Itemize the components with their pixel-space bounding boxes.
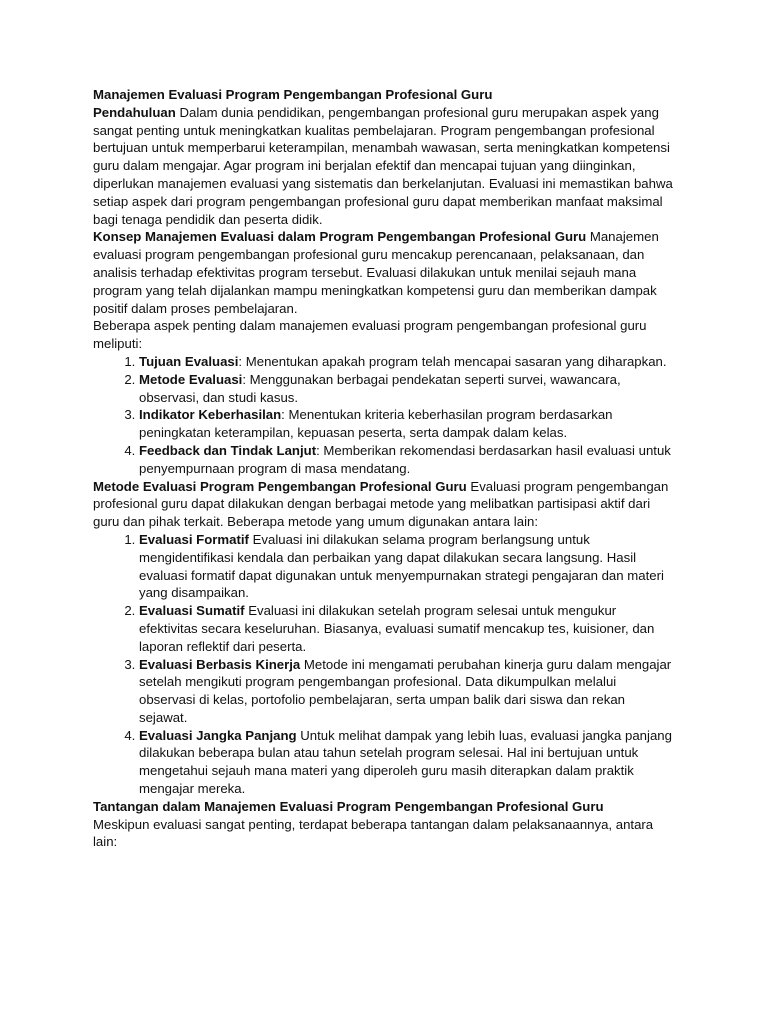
list-item-term: Evaluasi Berbasis Kinerja: [139, 656, 301, 672]
list-item-term: Feedback dan Tindak Lanjut: [139, 442, 317, 458]
list-item-desc: Untuk melihat dampak yang lebih luas, evaluasi jangka panjang dilakukan beberapa bulan atau tahun setelah program selesai. Hal ini bertujuan untuk mengetahui sejauh mana materi yang diperoleh guru masih diterapkan dalam praktik mengajar mereka.: [139, 727, 672, 797]
list-item-term: Evaluasi Sumatif: [139, 603, 245, 619]
list-item: [139, 727, 676, 798]
list-item-term: Metode Evaluasi: [139, 371, 243, 387]
list-item: [139, 406, 676, 442]
list-item: [139, 371, 676, 407]
list-item-term: Evaluasi Formatif: [139, 531, 249, 547]
list-item-desc: Evaluasi ini dilakukan selama program berlangsung untuk mengidentifikasi kendala dan perbaikan yang dapat dilakukan secara langsung. Hasil evaluasi formatif dapat digunakan untuk menyempurnakan strategi pengajaran dan materi yang disampaikan.: [139, 531, 664, 601]
list-item-desc: : Menggunakan berbagai pendekatan seperti survei, wawancara, observasi, dan studi kasus.: [139, 371, 621, 405]
list-item-desc: : Menentukan apakah program telah mencapai sasaran yang diharapkan.: [238, 353, 667, 369]
konsep-heading: Konsep Manajemen Evaluasi dalam Program Pengembangan Profesional Guru: [93, 229, 587, 245]
intro-paragraph: [93, 104, 676, 229]
tantangan-text: Meskipun evaluasi sangat penting, terdapat beberapa tantangan dalam pelaksanaannya, antara lain:: [93, 816, 654, 850]
list-item-desc: Metode ini mengamati perubahan kinerja guru dalam mengajar setelah mengikuti program pengembangan profesional. Data dikumpulkan melalui observasi di kelas, portofolio pembelajaran, serta umpan balik dari siswa dan rekan sejawat.: [139, 656, 672, 725]
intro-heading: Pendahuluan: [93, 104, 176, 120]
list-item: [139, 656, 676, 727]
document-page: [93, 86, 676, 851]
list-item-term: Evaluasi Jangka Panjang: [139, 727, 297, 743]
list-item: [139, 531, 676, 602]
metode-heading: Metode Evaluasi Program Pengembangan Profesional Guru: [93, 478, 467, 494]
konsep-text: Manajemen evaluasi program pengembangan profesional guru mencakup perencanaan, pelaksanaan, dan analisis terhadap efektivitas program tersebut. Evaluasi dilakukan untuk menilai sejauh mana program yang telah dijalankan mampu meningkatkan kompetensi guru dan memberikan dampak positif dalam proses pembelajaran.: [93, 229, 659, 316]
metode-list: [93, 531, 676, 798]
intro-text: Dalam dunia pendidikan, pengembangan profesional guru merupakan aspek yang sangat penting untuk meningkatkan kualitas pembelajaran. Program pengembangan profesional bertujuan untuk memperbarui keterampilan, menambah wawasan, serta meningkatkan kompetensi guru dalam mengajar. Agar program ini berjalan efektif dan mencapai tujuan yang diinginkan, diperlukan manajemen evaluasi yang sistematis dan berkelanjutan. Evaluasi ini memastikan bahwa setiap aspek dari program pengembangan profesional guru dapat memberikan manfaat maksimal bagi tenaga pendidik dan peserta didik.: [93, 104, 673, 227]
konsep-lead: Beberapa aspek penting dalam manajemen evaluasi program pengembangan profesional guru meliputi:: [93, 318, 647, 352]
metode-text: Evaluasi program pengembangan profesional guru dapat dilakukan dengan berbagai metode yang melibatkan partisipasi aktif dari guru dan pihak terkait. Beberapa metode yang umum digunakan antara lain:: [93, 478, 669, 530]
list-item-desc: : Memberikan rekomendasi berdasarkan hasil evaluasi untuk penyempurnaan program di masa mendatang.: [139, 442, 671, 476]
list-item: [139, 442, 676, 478]
list-item-term: Tujuan Evaluasi: [139, 353, 239, 369]
konsep-list: [93, 353, 676, 478]
list-item: [139, 353, 676, 371]
list-item-desc: Evaluasi ini dilakukan setelah program selesai untuk mengukur efektivitas secara keseluruhan. Biasanya, evaluasi sumatif mencakup tes, kuisioner, dan laporan reflektif dari peserta.: [139, 603, 655, 654]
document-title: Manajemen Evaluasi Program Pengembangan Profesional Guru: [93, 87, 493, 102]
list-item-term: Indikator Keberhasilan: [139, 407, 282, 423]
metode-paragraph: [93, 478, 676, 531]
list-item: [139, 602, 676, 655]
tantangan-heading: Tantangan dalam Manajemen Evaluasi Program Pengembangan Profesional Guru: [93, 798, 604, 814]
konsep-paragraph: [93, 228, 676, 317]
list-item-desc: : Menentukan kriteria keberhasilan program berdasarkan peningkatan keterampilan, kepuasan peserta, serta dampak dalam kelas.: [139, 407, 613, 441]
